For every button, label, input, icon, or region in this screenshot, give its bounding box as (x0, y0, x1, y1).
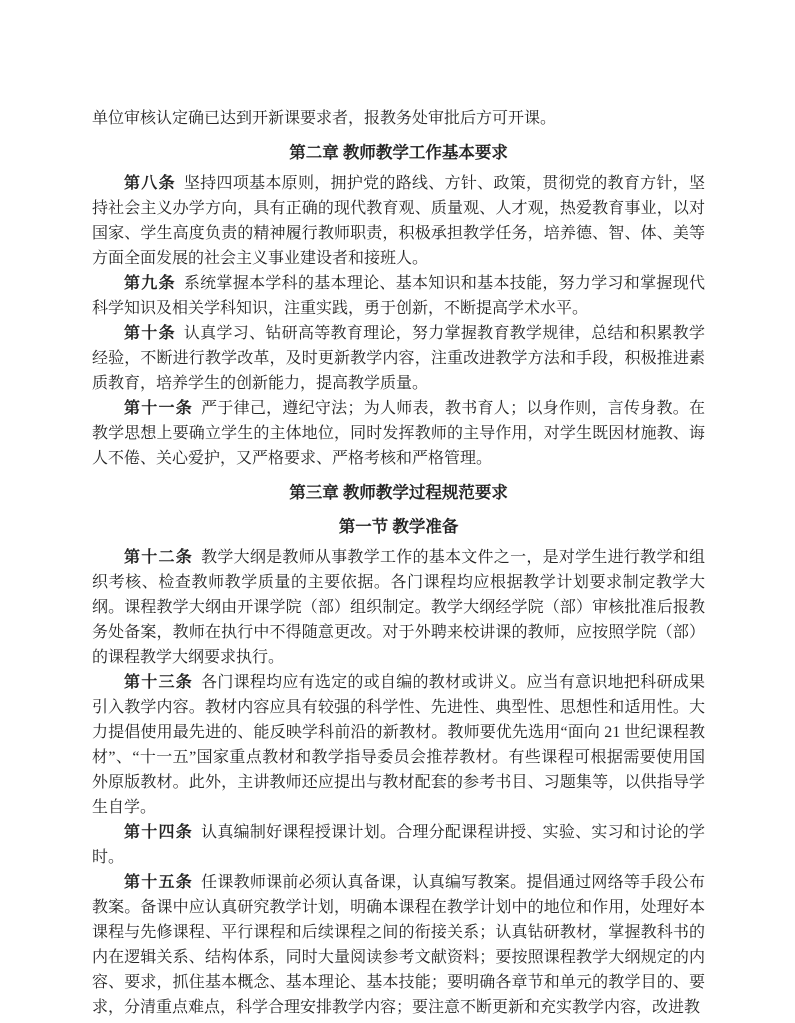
article-8 (92, 171, 705, 271)
article-15-number: 第十五条 (124, 874, 194, 891)
article-12-number: 第十二条 (124, 549, 194, 566)
article-14-number: 第十四条 (124, 824, 194, 841)
chapter-2-heading: 第二章 教师教学工作基本要求 (289, 143, 508, 162)
article-11-text: 严于律己，遵纪守法；为人师表，教书育人；以身作则，言传身教。在教学思想上要确立学生的主体地位，同时发挥教师的主导作用，对学生既因材施教、诲人不倦、关心爱护，又严格要求、严格考核和严格管理。 (92, 400, 705, 467)
article-11-number: 第十一条 (124, 400, 194, 417)
article-8-number: 第八条 (124, 175, 176, 192)
article-13 (92, 670, 705, 820)
article-10-text: 认真学习、钻研高等教育理论，努力掌握教育教学规律，总结和积累教学经验，不断进行教学改革，及时更新教学内容，注重改进教学方法和手段，积极推进素质教育，培养学生的创新能力，提高教学质量。 (92, 325, 705, 392)
article-15 (92, 870, 705, 1020)
article-9-number: 第九条 (124, 275, 176, 292)
article-10 (92, 321, 705, 396)
article-8-text: 坚持四项基本原则，拥护党的路线、方针、政策，贯彻党的教育方针，坚持社会主义办学方向，具有正确的现代教育观、质量观、人才观，热爱教育事业，以对国家、学生高度负责的精神履行教师职责，积极承担教学任务，培养德、智、体、美等方面全面发展的社会主义事业建设者和接班人。 (92, 175, 705, 267)
article-11 (92, 396, 705, 471)
article-12-text: 教学大纲是教师从事教学工作的基本文件之一，是对学生进行教学和组织考核、检查教师教学质量的主要依据。各门课程均应根据教学计划要求制定教学大纲。课程教学大纲由开课学院（部）组织制定。教学大纲经学院（部）审核批准后报教务处备案，教师在执行中不得随意更改。对于外聘来校讲课的教师，应按照学院（部）的课程教学大纲要求执行。 (92, 549, 705, 666)
intro-continuation-line: 单位审核认定确已达到开新课要求者，报教务处审批后方可开课。 (92, 110, 557, 127)
chapter-3-heading: 第三章 教师教学过程规范要求 (289, 483, 508, 502)
article-9 (92, 271, 705, 321)
section-1-heading: 第一节 教学准备 (338, 517, 459, 536)
article-14-text: 认真编制好课程授课计划。合理分配课程讲授、实验、实习和讨论的学时。 (92, 824, 705, 866)
article-15-text: 任课教师课前必须认真备课，认真编写教案。提倡通过网络等手段公布教案。备课中应认真研究教学计划，明确本课程在教学计划中的地位和作用，处理好本课程与先修课程、平行课程和后续课程之间的衔接关系；认真钻研教材，掌握教科书的内在逻辑关系、结构体系，同时大量阅读参考文献资料；要按照课程教学大纲规定的内容、要求，抓住基本概念、基本理论、基本技能；要明确各章节和单元的教学目的、要求，分清重点难点，科学合理安排教学内容；要注意不断更新和充实教学内容，改进教 (92, 874, 705, 1016)
article-12 (92, 545, 705, 670)
article-13-text: 各门课程均应有选定的或自编的教材或讲义。应当有意识地把科研成果引入教学内容。教材内容应具有较强的科学性、先进性、典型性、思想性和适用性。大力提倡使用最先进的、能反映学科前沿的新教材。教师要优先选用“面向 21 世纪课程教材”、“十一五”国家重点教材和教学指导委员会推荐教材。有些课程可根据需要使用国外原版教材。此外，主讲教师还应提出与教材配套的参考书目、习题集等，以供指导学生自学。 (92, 674, 705, 816)
article-14 (92, 820, 705, 870)
article-9-text: 系统掌握本学科的基本理论、基本知识和基本技能，努力学习和掌握现代科学知识及相关学科知识，注重实践，勇于创新，不断提高学术水平。 (92, 275, 705, 317)
article-10-number: 第十条 (124, 325, 176, 342)
article-13-number: 第十三条 (124, 674, 194, 691)
